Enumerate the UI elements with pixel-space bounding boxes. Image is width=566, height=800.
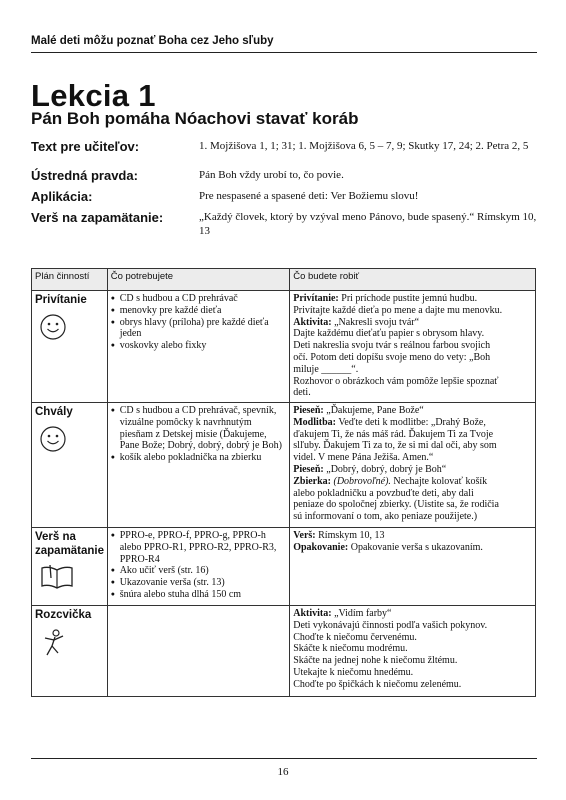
info-row-teacher-text (31, 139, 537, 168)
activity-cell (32, 528, 108, 606)
jumping-figure-icon (39, 628, 69, 658)
needs-cell (107, 291, 290, 403)
activity-name: Privítanie (35, 294, 87, 306)
info-row-memory-verse (31, 210, 537, 238)
list-item: ● CD s hudbou a CD prehrávač, spevník, vizuálne pomôcky k navrhnutým piesňam z Detskej misie (Ďakujeme, Pane Bože; Dobrý, dobrý, dobrý je Boh) (111, 405, 287, 452)
activity-name: Chvály (35, 406, 73, 418)
list-item: ● šnúra alebo stuha dlhá 150 cm (111, 589, 287, 601)
header-divider (31, 52, 537, 53)
needs-cell (107, 606, 290, 697)
lesson-info (31, 139, 537, 238)
list-item: ● Ukazovanie verša (str. 13) (111, 577, 287, 589)
activity-name: Verš na zapamätanie (35, 531, 105, 557)
lesson-subtitle: Pán Boh pomáha Nóachovi stavať koráb (31, 109, 359, 128)
running-header: Malé deti môžu poznať Boha cez Jeho sľuby (31, 35, 274, 47)
list-item: ● Ako učiť verš (str. 16) (111, 565, 287, 577)
todo-cell (290, 606, 536, 697)
info-label: Aplikácia: (31, 189, 93, 204)
needs-list (111, 405, 287, 464)
info-value: 1. Mojžišova 1, 1; 31; 1. Mojžišova 6, 5 – 7, 9; Skutky 17, 24; 2. Petra 2, 5 (199, 140, 529, 152)
todo-text: Privítanie: Pri príchode pustite jemnú hudbu. Privítajte každé dieťa po mene a dajte mu menovku. Aktivita: „Nakresli svoju tvár“ Dajte každému dieťaťu papier s obrysom hlavy. Deti nakreslia svoju tvár s reálnou farbou svojich očí. Potom deti dopíšu svoje meno do vety: „Boh miluje ______“. Rozhovor o obrázkoch vám pomôže lepšie spoznať deti. (293, 293, 503, 399)
smiley-face-icon (39, 425, 67, 453)
list-item: ● CD s hudbou a CD prehrávač (111, 293, 287, 305)
column-header: Čo budete robiť (290, 269, 536, 291)
todo-cell (290, 403, 536, 528)
needs-cell (107, 403, 290, 528)
activity-cell (32, 291, 108, 403)
open-book-icon (39, 564, 75, 590)
todo-text: Verš: Rímskym 10, 13 Opakovanie: Opakovanie verša s ukazovaním. (293, 530, 483, 553)
list-item: ● voskovky alebo fixky (111, 340, 287, 352)
column-header: Plán činností (32, 269, 108, 291)
table-row (32, 291, 536, 403)
list-item: ● menovky pre každé dieťa (111, 305, 287, 317)
needs-list (111, 293, 287, 352)
list-item: ● košík alebo pokladnička na zbierku (111, 452, 287, 464)
list-item: ● obrys hlavy (príloha) pre každé dieťa jeden (111, 317, 287, 341)
info-value: „Každý človek, ktorý by vzýval meno Pánovo, bude spasený.“ Rímskym 10, 13 (199, 211, 537, 237)
table-header-row (32, 269, 536, 291)
todo-text: Pieseň: „Ďakujeme, Pane Bože“ Modlitba: Veďte deti k modlitbe: „Drahý Bože, ďakujem Ti, že nás máš rád. Ďakujem Ti za Tvoje slľuby. Ďakujem Ti za to, že si mi dal oči, aby som videl. V mene Pána Ježiša. Amen.“ Pieseň: „Dobrý, dobrý, dobrý je Boh“ Zbierka: (Dobrovoľné). Nechajte kolovať košík alebo pokladničku a povzbuďte deti, aby dali peniaze do spoločnej zbierky. (Uistite sa, že rodičia sú informovaní o tom, ako peniaze použijete.) (293, 405, 499, 523)
table-row (32, 403, 536, 528)
activity-plan-table (31, 268, 536, 697)
info-row-central-truth (31, 168, 537, 189)
info-label: Verš na zapamätanie: (31, 210, 164, 225)
info-value: Pán Boh vždy urobí to, čo povie. (199, 169, 344, 181)
todo-text: Aktivita: „Vidím farby“ Deti vykonávajú činnosti podľa vašich pokynov. Choďte k niečomu červenému. Skáčte k niečomu modrému. Skáčte na jednej nohe k niečomu žltému. Utekajte k niečomu hnedému. Choďte po špičkách k niečomu zelenému. (293, 608, 488, 690)
list-item: ● PPRO-e, PPRO-f, PPRO-g, PPRO-h alebo PPRO-R1, PPRO-R2, PPRO-R3, PPRO-R4 (111, 530, 287, 565)
info-label: Ústredná pravda: (31, 168, 138, 183)
info-value: Pre nespasené a spasené deti: Ver Božiemu slovu! (199, 190, 419, 202)
table-row (32, 528, 536, 606)
info-label: Text pre učiteľov: (31, 139, 140, 154)
table-row (32, 606, 536, 697)
column-header: Čo potrebujete (107, 269, 290, 291)
activity-name: Rozcvička (35, 609, 92, 621)
needs-list (111, 530, 287, 601)
todo-cell (290, 291, 536, 403)
page-number: 16 (277, 766, 289, 778)
activity-cell (32, 403, 108, 528)
activity-cell (32, 606, 108, 697)
smiley-face-icon (39, 313, 67, 341)
needs-cell (107, 528, 290, 606)
info-row-application (31, 189, 537, 210)
lesson-title: Lekcia 1 (31, 78, 156, 113)
footer-divider (31, 758, 537, 759)
todo-cell (290, 528, 536, 606)
